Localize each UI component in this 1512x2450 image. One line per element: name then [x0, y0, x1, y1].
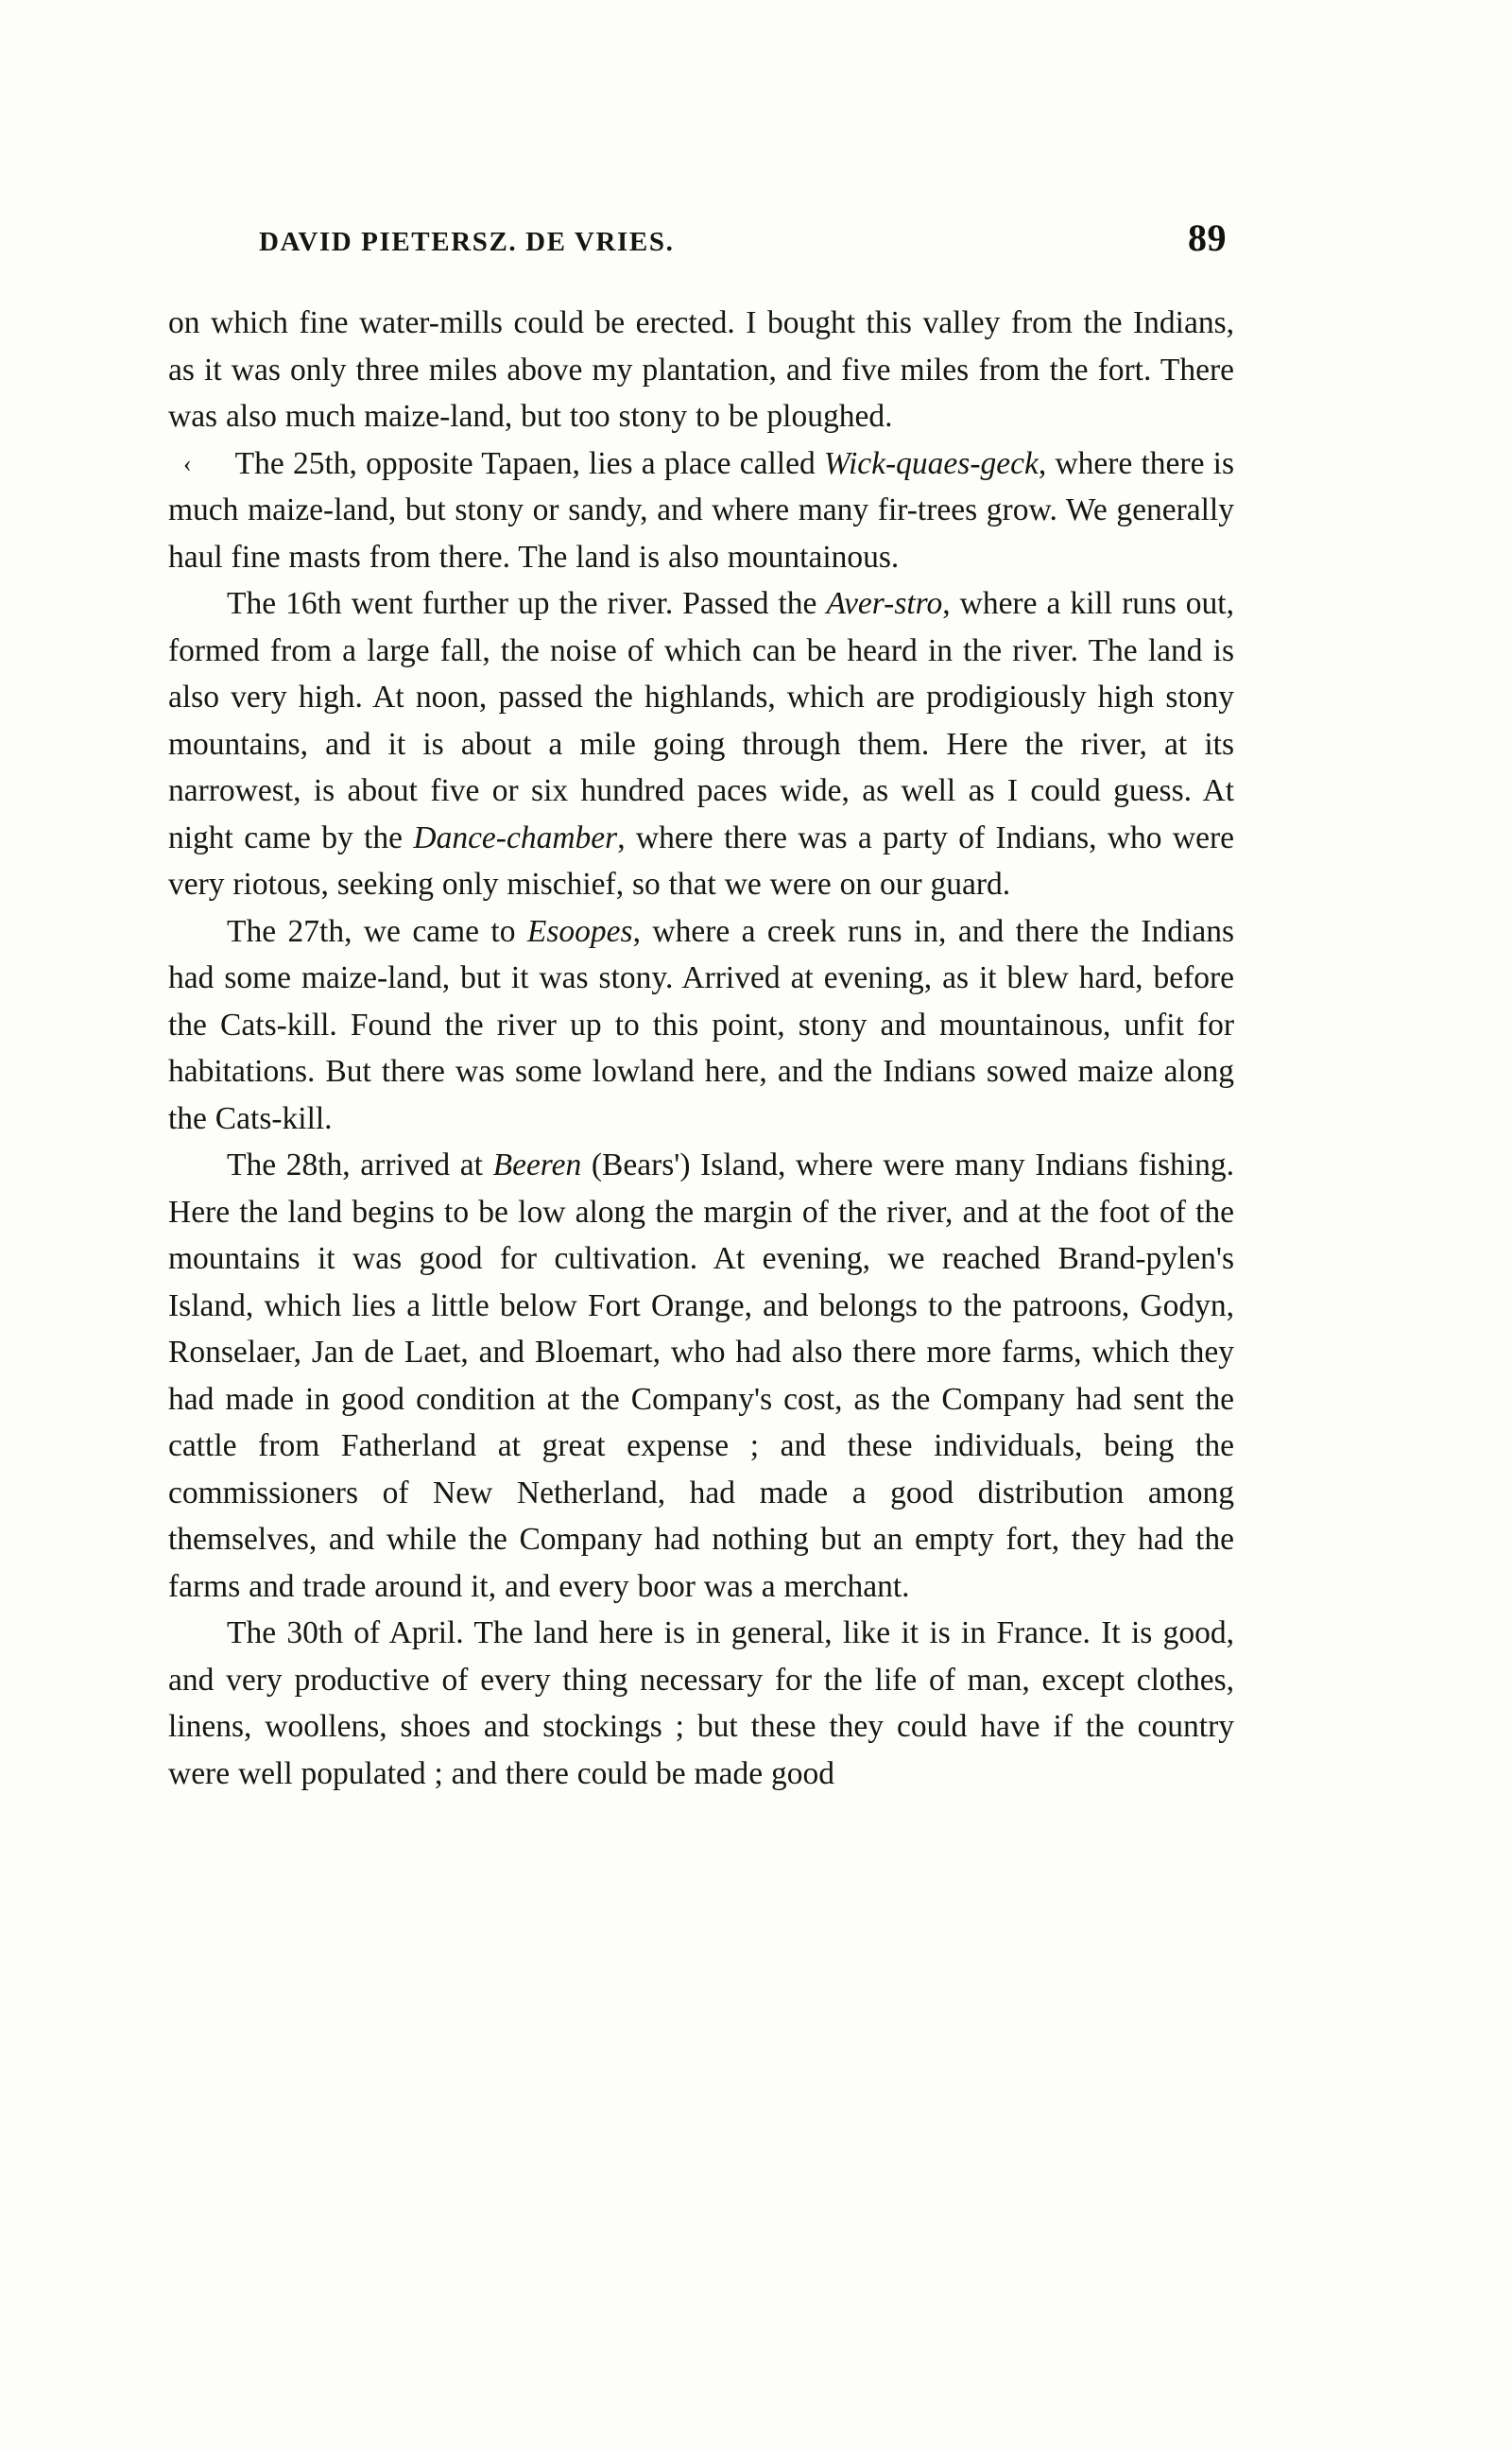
page-content: [168, 216, 1234, 1797]
text-run: The 27th, we came to: [227, 913, 527, 949]
text-run: , where a kill runs out, formed from a large fall, the noise of which can be heard in the river. The land is also very high. At noon, passed the highlands, which are prodigiously high stony mountains, and it is about a mile going through them. Here the river, at its narrowest, is about five or six hundred paces wide, as well as I could guess. At night came by the: [168, 586, 1234, 855]
paragraph-5: [168, 1142, 1234, 1610]
italic-term: Esoopes: [526, 913, 633, 949]
text-run: (Bears') Island, where were many Indians fishing. Here the land begins to be low along the margin of the river, and at the foot of the mountains it was good for cultivation. At evening, we reached Brand-pylen's Island, which lies a little below Fort Orange, and belongs to the patroons, Godyn, Ronselaer, Jan de Laet, and Bloemart, who had also there more farms, which they had made in good condition at the Company's cost, as the Company had sent the cattle from Fatherland at great expense ; and these individuals, being the commissioners of New Netherland, had made a good distribution among themselves, and while the Company had nothing but an empty fort, they had the farms and trade around it, and every boor was a merchant.: [168, 1147, 1234, 1604]
paragraph-4: [168, 908, 1234, 1143]
paragraph-2: [168, 440, 1234, 581]
paragraph-3: [168, 580, 1234, 908]
running-head: DAVID PIETERSZ. DE VRIES.: [259, 227, 675, 257]
page-number: 89: [1188, 216, 1227, 259]
text-run: , where there was a party of Indians, who were very riotous, seeking only mischief, so that we were on our guard.: [168, 820, 1234, 902]
text-run: The 16th went further up the river. Passed the: [227, 586, 827, 621]
paragraph-leading-mark: ‹: [183, 449, 192, 477]
paragraph-6: [168, 1610, 1234, 1797]
text-run: , where there is much maize-land, but stony or sandy, and where many fir-trees grow. We generally haul fine masts from there. The land is also mountainous.: [168, 445, 1234, 575]
italic-term: Dance-chamber: [413, 820, 618, 855]
text-run: on which fine water-mills could be erected. I bought this valley from the Indians, as it was only three miles above my plantation, and five miles from the fort. There was also much maize-land, but too stony to be ploughed.: [168, 305, 1234, 434]
italic-term: Beeren: [492, 1147, 582, 1182]
text-run: The 30th of April. The land here is in general, like it is in France. It is good, and very productive of every thing necessary for the life of man, except clothes, linens, woollens, shoes and stockings ; but these they could have if the country were well populated ; and there could be made good: [168, 1615, 1234, 1791]
body-text: [168, 300, 1234, 1797]
page-header: [168, 216, 1234, 260]
italic-term: Wick-quaes-geck: [823, 445, 1039, 481]
text-run: The 25th, opposite Tapaen, lies a place called: [234, 445, 824, 481]
italic-term: Aver-stro: [826, 586, 943, 621]
text-run: The 28th, arrived at: [227, 1147, 493, 1182]
paragraph-1: [168, 300, 1234, 440]
text-run: , where a creek runs in, and there the Indians had some maize-land, but it was stony. Arrived at evening, as it blew hard, before the Cats-kill. Found the river up to this point, stony and mountainous, unfit for habitations. But there was some lowland here, and the Indians sowed maize along the Cats-kill.: [168, 913, 1234, 1136]
